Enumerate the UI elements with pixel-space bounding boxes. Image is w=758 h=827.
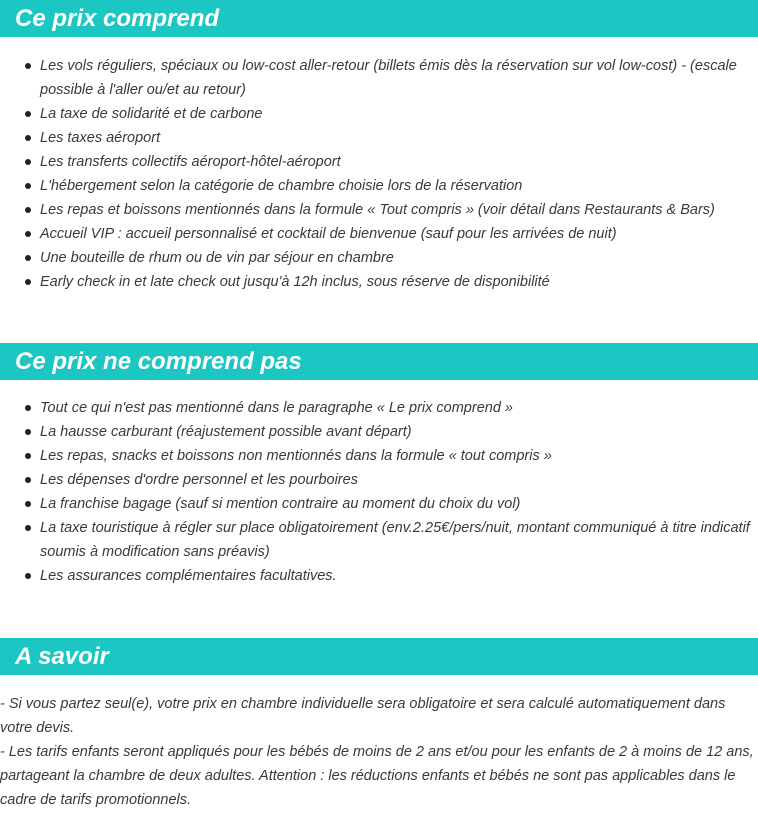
not-included-list — [0, 396, 758, 588]
list-item: Tout ce qui n'est pas mentionné dans le paragraphe « Le prix comprend » — [0, 396, 758, 420]
note-paragraph: - Les tarifs enfants seront appliqués pour les bébés de moins de 2 ans et/ou pour les enfants de 2 à moins de 12 ans, partageant la chambre de deux adultes. Attention : les réductions enfants et bébés ne sont pas applicables dans le cadre de tarifs promotionnels. — [0, 744, 754, 808]
section-header-included — [0, 0, 758, 37]
list-item: Les vols réguliers, spéciaux ou low-cost aller-retour (billets émis dès la réservation sur vol low-cost) - (escale possible à l'aller ou/et au retour) — [0, 54, 758, 102]
section-header-good-to-know — [0, 638, 758, 675]
section-title: Ce prix comprend — [15, 4, 220, 32]
list-item: La franchise bagage (sauf si mention contraire au moment du choix du vol) — [0, 492, 758, 516]
section-title: Ce prix ne comprend pas — [15, 347, 302, 375]
list-item: Une bouteille de rhum ou de vin par séjour en chambre — [0, 246, 758, 270]
list-item: Les taxes aéroport — [0, 126, 758, 150]
list-item: Accueil VIP : accueil personnalisé et cocktail de bienvenue (sauf pour les arrivées de nuit) — [0, 222, 758, 246]
list-item: La taxe de solidarité et de carbone — [0, 102, 758, 126]
list-item: Les transferts collectifs aéroport-hôtel-aéroport — [0, 150, 758, 174]
list-item: La taxe touristique à régler sur place obligatoirement (env.2.25€/pers/nuit, montant communiqué à titre indicatif soumis à modification sans préavis) — [0, 516, 758, 564]
section-title: A savoir — [15, 642, 109, 670]
list-item: L'hébergement selon la catégorie de chambre choisie lors de la réservation — [0, 174, 758, 198]
list-item: Les dépenses d'ordre personnel et les pourboires — [0, 468, 758, 492]
list-item: La hausse carburant (réajustement possible avant départ) — [0, 420, 758, 444]
list-item: Les repas et boissons mentionnés dans la formule « Tout compris » (voir détail dans Restaurants & Bars) — [0, 198, 758, 222]
list-item: Early check in et late check out jusqu'à 12h inclus, sous réserve de disponibilité — [0, 270, 758, 294]
list-item: Les assurances complémentaires facultatives. — [0, 564, 758, 588]
included-list — [0, 54, 758, 294]
list-item: Les repas, snacks et boissons non mentionnés dans la formule « tout compris » — [0, 444, 758, 468]
good-to-know-notes — [0, 692, 758, 812]
note-paragraph: - Si vous partez seul(e), votre prix en chambre individuelle sera obligatoire et sera calculé automatiquement dans votre devis. — [0, 696, 726, 736]
section-header-not-included — [0, 343, 758, 380]
